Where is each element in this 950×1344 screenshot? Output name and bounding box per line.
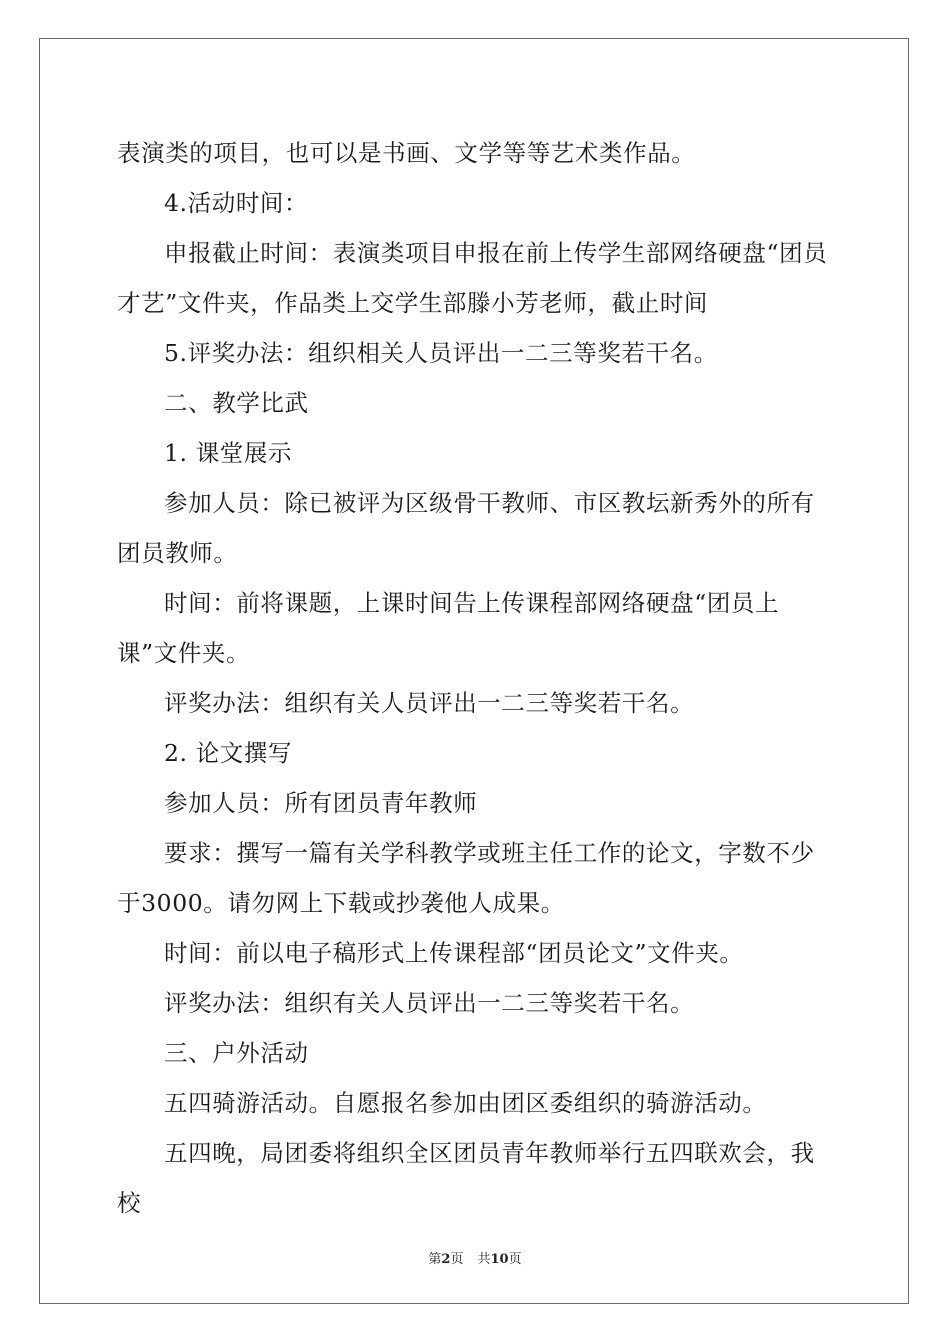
total-prefix: 共 xyxy=(477,1252,491,1267)
section-heading: 4.活动时间： xyxy=(164,189,309,217)
document-body xyxy=(117,128,833,1228)
page-suffix: 页 xyxy=(450,1252,464,1267)
paragraph: 时间：前以电子稿形式上传课程部“团员论文”文件夹。 xyxy=(164,939,744,967)
paragraph: 5.评奖办法：组织相关人员评出一二三等奖若干名。 xyxy=(164,339,718,367)
paragraph: 参加人员：所有团员青年教师 xyxy=(164,789,478,817)
paragraph: 评奖办法：组织有关人员评出一二三等奖若干名。 xyxy=(164,989,695,1017)
total-page-count: 10 xyxy=(490,1252,509,1267)
paragraph: 申报截止时间：表演类项目申报在前上传学生部网络硬盘“团员才艺”文件夹，作品类上交学生部滕小芳老师，截止时间 xyxy=(117,239,828,317)
paragraph: 五四晚，局团委将组织全区团员青年教师举行五四联欢会，我校 xyxy=(117,1139,815,1217)
paragraph: 评奖办法：组织有关人员评出一二三等奖若干名。 xyxy=(164,689,695,717)
subsection-heading: 1. 课堂展示 xyxy=(164,439,293,467)
page-footer xyxy=(0,1248,950,1267)
section-heading: 三、户外活动 xyxy=(164,1039,309,1067)
paragraph: 表演类的项目，也可以是书画、文学等等艺术类作品。 xyxy=(117,139,696,167)
current-page-number: 2 xyxy=(441,1252,451,1267)
section-heading: 二、教学比武 xyxy=(164,389,309,417)
subsection-heading: 2. 论文撰写 xyxy=(164,739,293,767)
total-suffix: 页 xyxy=(508,1252,522,1267)
paragraph: 参加人员：除已被评为区级骨干教师、市区教坛新秀外的所有团员教师。 xyxy=(117,489,815,567)
paragraph: 五四骑游活动。自愿报名参加由团区委组织的骑游活动。 xyxy=(164,1089,767,1117)
paragraph: 要求：撰写一篇有关学科教学或班主任工作的论文，字数不少于3000。请勿网上下载或抄袭他人成果。 xyxy=(117,839,815,917)
paragraph: 时间：前将课题，上课时间告上传课程部网络硬盘“团员上课”文件夹。 xyxy=(117,589,780,667)
page-prefix: 第 xyxy=(428,1252,442,1267)
